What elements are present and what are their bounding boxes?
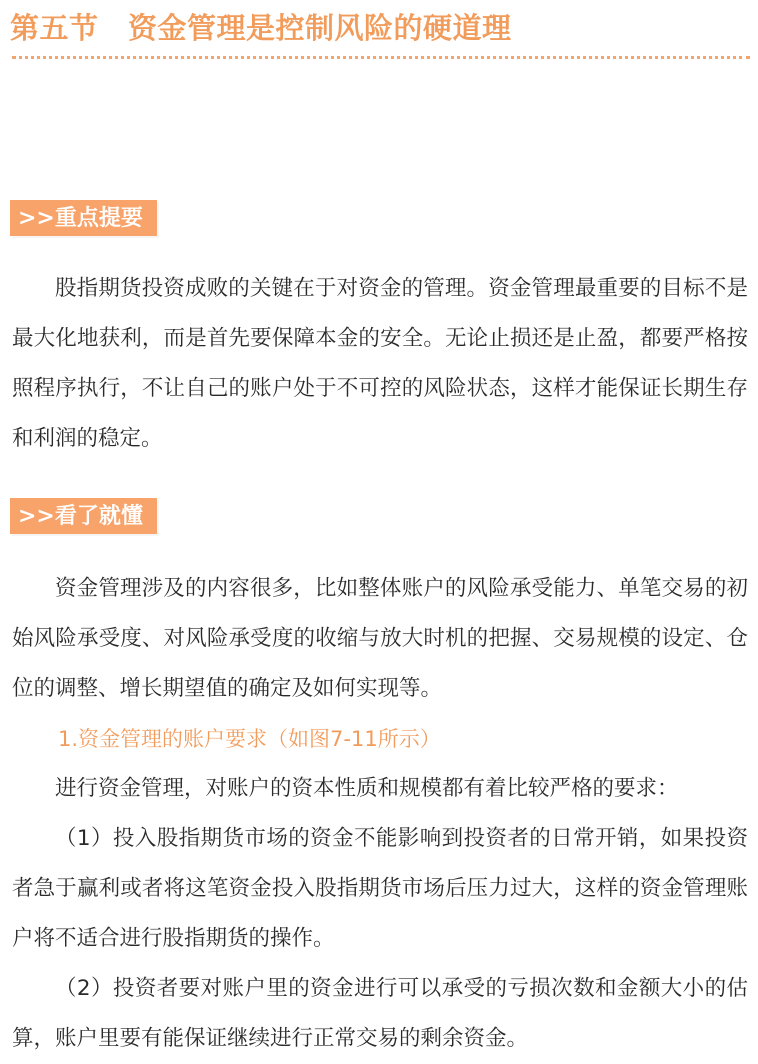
key-points-paragraph: 股指期货投资成败的关键在于对资金的管理。资金管理最重要的目标不是最大化地获利，而是首先要保障本金的安全。无论止损还是止盈，都要严格按照程序执行，不让自己的账户处于不可控的风险状态，这样才能保证长期生存和利润的稳定。: [12, 276, 748, 451]
requirement-item-2: （2）投资者要对账户里的资金进行可以承受的亏损次数和金额大小的估算，账户里要有能保证继续进行正常交易的剩余资金。: [12, 976, 748, 1051]
explained-intro-paragraph: 资金管理涉及的内容很多，比如整体账户的风险承受能力、单笔交易的初始风险承受度、对风险承受度的收缩与放大时机的把握、交易规模的设定、仓位的调整、增长期望值的确定及如何实现等。: [12, 576, 748, 701]
section-title: 第五节 资金管理是控制风险的硬道理: [10, 11, 512, 45]
requirement-item-1: （1）投入股指期货市场的资金不能影响到投资者的日常开销，如果投资者急于赢利或者将这笔资金投入股指期货市场后压力过大，这样的资金管理账户将不适合进行股指期货的操作。: [12, 826, 748, 951]
requirements-lead-paragraph: 进行资金管理，对账户的资本性质和规模都有着比较严格的要求：: [55, 776, 679, 801]
explained-tag: >>看了就懂: [10, 498, 157, 534]
account-requirements-subheading: 1.资金管理的账户要求（如图7-11所示）: [58, 727, 441, 751]
title-dotted-divider: [12, 56, 750, 59]
key-points-tag: >>重点提要: [10, 200, 157, 236]
